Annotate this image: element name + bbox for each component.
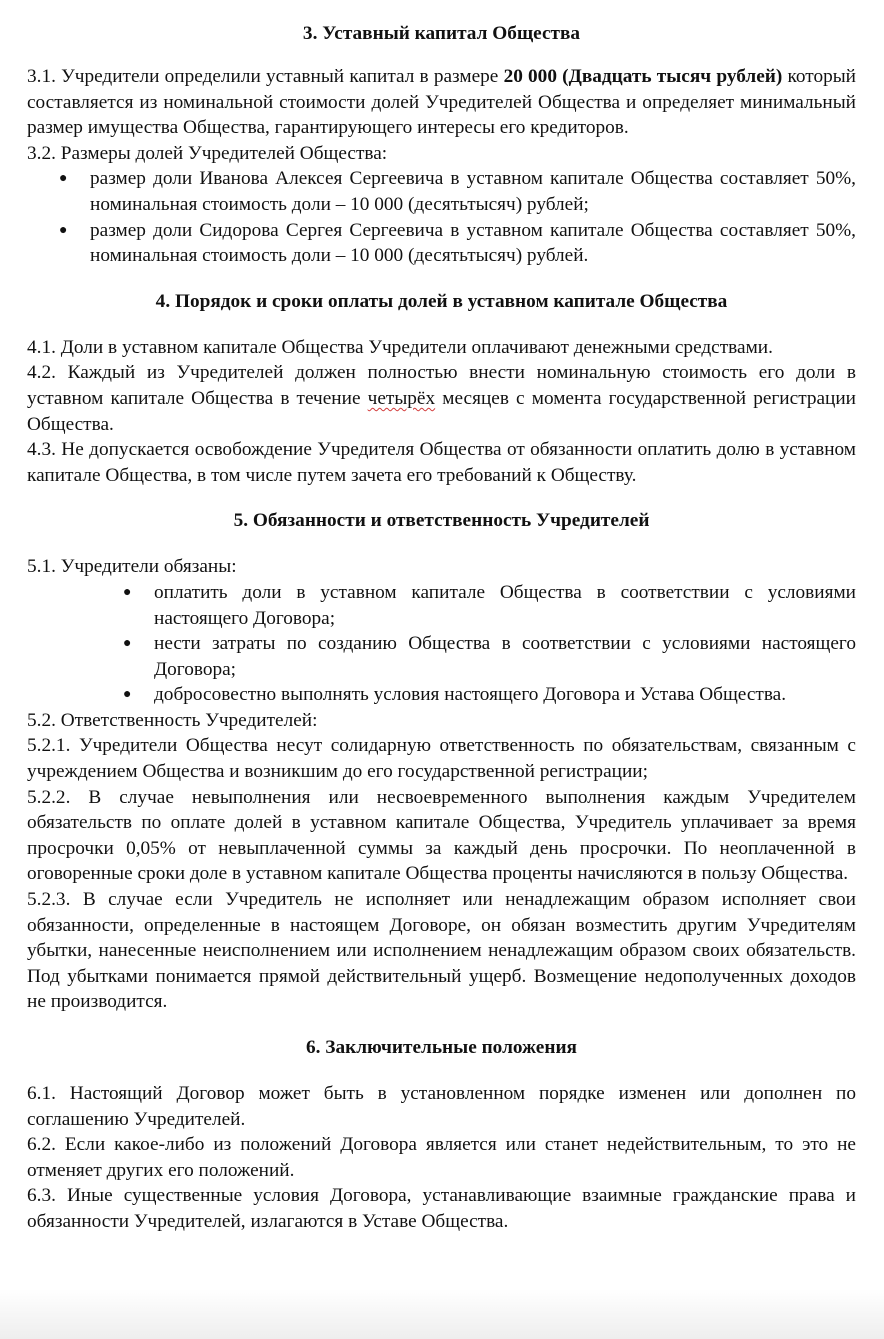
clause-4-2: 4.2. Каждый из Учредителей должен полностью внести номинальную стоимость его доли в уставном капитале Общества в течение четырёх месяцев с момента государственной регистрации Общества.	[27, 362, 857, 435]
spellcheck-word[interactable]: четырёх	[367, 387, 436, 409]
bullet-icon: ●	[59, 171, 68, 187]
bullet-icon: ●	[123, 687, 132, 703]
section-3-heading: 3. Уставный капитал Общества	[302, 23, 581, 44]
clause-5-2: 5.2. Ответственность Учредителей:	[27, 709, 318, 731]
clause-6-1: 6.1. Настоящий Договор может быть в установленном порядке изменен или дополнен по соглашению Учредителей.	[27, 1083, 856, 1130]
section-4-heading: 4. Порядок и сроки оплаты долей в уставном капитале Общества	[155, 290, 728, 312]
clause-4-3: 4.3. Не допускается освобождение Учредителя Общества от обязанности оплатить долю в уставном капитале Общества, в том числе путем зачета его требований к Обществу.	[27, 439, 856, 486]
list-item: ● нести затраты по созданию Общества в соответствии с условиями настоящего Договора;	[123, 633, 856, 680]
clause-6-3: 6.3. Иные существенные условия Договора, устанавливающие взаимные гражданские права и обязанности Учредителей, излагаются в Уставе Общества.	[27, 1185, 856, 1232]
section-6-heading: 6. Заключительные положения	[305, 1037, 577, 1058]
list-item: ● размер доли Иванова Алексея Сергеевича в уставном капитале Общества составляет 50%, номинальная стоимость доли – 10 000 (десятьтысяч) рублей;	[59, 168, 856, 215]
list-item: ● оплатить доли в уставном капитале Общества в соответствии с условиями настоящего Договора;	[123, 581, 856, 629]
clause-5-2-3: 5.2.3. В случае если Учредитель не исполняет или ненадлежащим образом исполняет свои обязанности, определенные в настоящем Договоре, он обязан возместить другим Учредителям убытки, нанесенные неисполнением или исполнением ненадлежащим образом своих обязательств. Под убытками понимается прямой действительный ущерб. Возмещение недополученных доходов не производится.	[27, 889, 856, 1013]
clause-5-1: 5.1. Учредители обязаны:	[27, 556, 237, 578]
bullet-icon: ●	[123, 584, 132, 600]
clause-3-1: 3.1. Учредители определили уставный капитал в размере 20 000 (Двадцать тысяч рублей) который составляется из номинальной стоимости долей Учредителей Общества и определяет минимальный размер имущества Общества, гарантирующего интересы его кредиторов.	[27, 66, 856, 139]
section-5-heading: 5. Обязанности и ответственность Учредителей	[233, 510, 650, 532]
clause-5-2-1: 5.2.1. Учредители Общества несут солидарную ответственность по обязательствам, связанным с учреждением Общества и возникшим до его государственной регистрации;	[27, 735, 856, 783]
clause-5-2-2: 5.2.2. В случае невыполнения или несвоевременного выполнения каждым Учредителем обязательств по оплате долей в уставном капитале Общества, Учредитель уплачивает за время просрочки 0,05% от невыплаченной суммы за каждый день просрочки. По неоплаченной в оговоренные сроки доле в уставном капитале Общества проценты начисляются в пользу Общества.	[27, 786, 856, 885]
duties-list	[27, 580, 856, 708]
list-item: ● размер доли Сидорова Сергея Сергеевича в уставном капитале Общества составляет 50%, номинальная стоимость доли – 10 000 (десятьтысяч) рублей.	[59, 219, 856, 267]
capital-amount: 20 000 (Двадцать тысяч рублей)	[503, 66, 783, 87]
clause-6-2: 6.2. Если какое-либо из положений Договора является или станет недействительным, то это не отменяет других его положений.	[27, 1134, 856, 1181]
share-list	[27, 166, 856, 268]
clause-3-2: 3.2. Размеры долей Учредителей Общества:	[27, 142, 388, 164]
bullet-icon: ●	[59, 222, 68, 238]
bullet-icon: ●	[123, 636, 132, 652]
clause-4-1: 4.1. Доли в уставном капитале Общества Учредители оплачивают денежными средствами.	[27, 336, 773, 358]
list-item: ● добросовестно выполнять условия настоящего Договора и Устава Общества.	[154, 682, 856, 708]
